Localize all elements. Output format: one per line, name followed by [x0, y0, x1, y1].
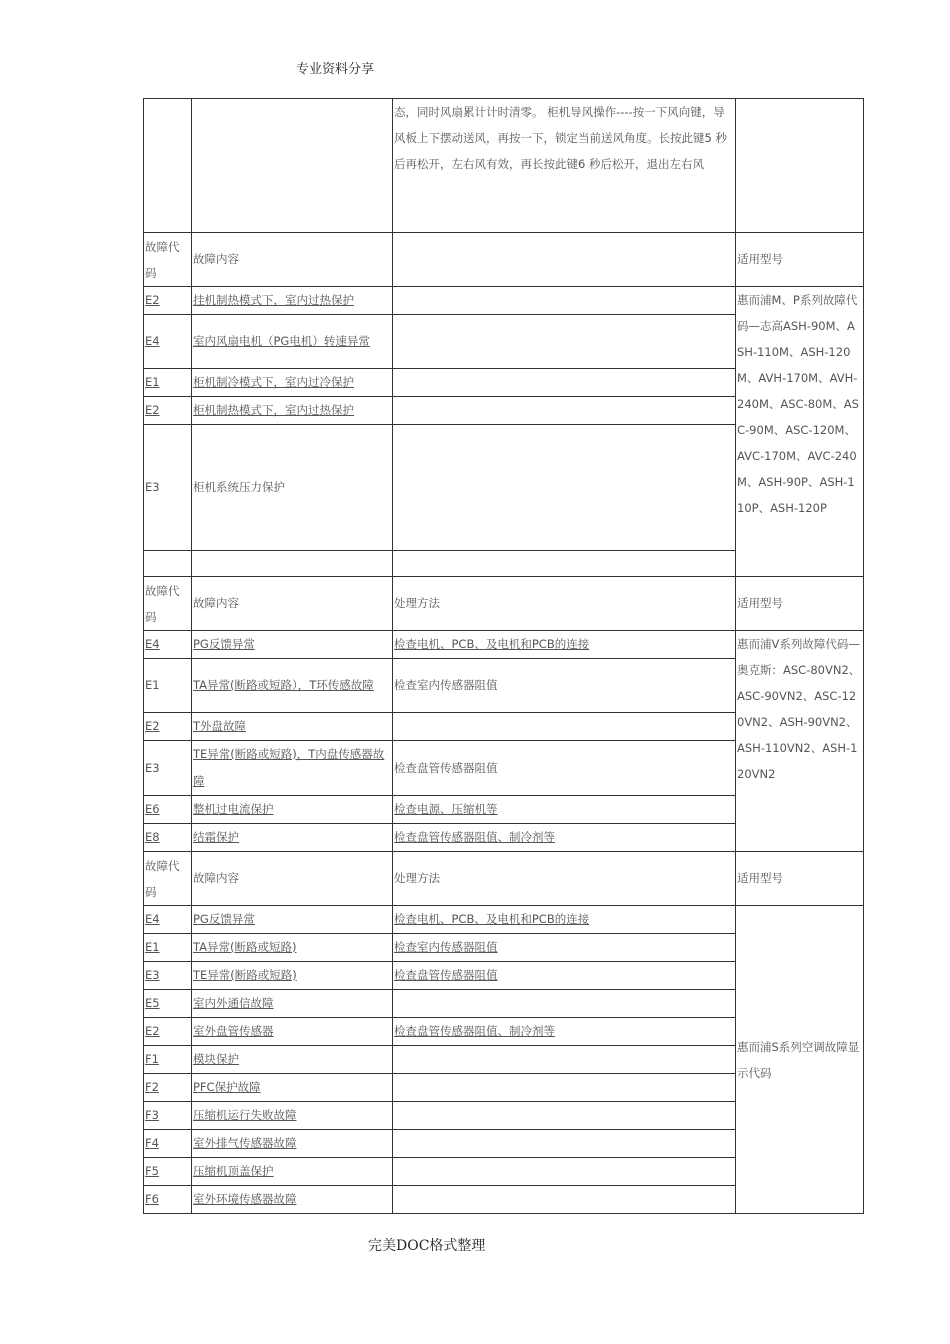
fault-code: E2 — [144, 713, 192, 741]
col-method-header: 处理方法 — [393, 577, 736, 631]
fault-code: F3 — [144, 1102, 192, 1130]
fault-code: E5 — [144, 990, 192, 1018]
section-v-header — [144, 577, 864, 631]
fault-code: E3 — [144, 962, 192, 990]
section-s-header — [144, 852, 864, 906]
section-mp-header — [144, 233, 864, 287]
intro-row — [144, 99, 864, 233]
fault-method: 检查电机、PCB、及电机和PCB的连接 — [393, 631, 736, 659]
fault-code: E3 — [144, 425, 192, 551]
fault-content: 室外排气传感器故障 — [192, 1130, 393, 1158]
fault-content: 室外盘管传感器 — [192, 1018, 393, 1046]
fault-content: 柜机系统压力保护 — [192, 425, 393, 551]
fault-method — [393, 1074, 736, 1102]
fault-code: E6 — [144, 796, 192, 824]
fault-code: F2 — [144, 1074, 192, 1102]
col-content-header: 故障内容 — [192, 577, 393, 631]
intro-text: 态，同时风扇累计计时清零。 柜机导风操作----按一下风向键，导风板上下摆动送风，再按一下，锁定当前送风角度。长按此键5 秒后再松开，左右风有效，再长按此键6 秒后松开，退出左右风 — [393, 99, 736, 233]
fault-method — [393, 1130, 736, 1158]
fault-content: 压缩机运行失败故障 — [192, 1102, 393, 1130]
fault-code: E4 — [144, 315, 192, 369]
fault-method: 检查盘管传感器阻值 — [393, 741, 736, 796]
fault-code: E1 — [144, 659, 192, 713]
model-text: 惠而浦M、P系列故障代码—志高ASH-90M、ASH-110M、ASH-120M、AVH-170M、AVH-240M、ASC-80M、ASC-90M、ASC-120M、AVC-170M、AVC-240M、ASH-90P、ASH-110P、ASH-120P — [736, 287, 864, 577]
fault-method — [393, 1158, 736, 1186]
fault-content: 柜机制冷模式下，室内过冷保护 — [192, 369, 393, 397]
fault-content: TA异常(断路或短路) — [192, 934, 393, 962]
fault-method: 检查盘管传感器阻值 — [393, 962, 736, 990]
fault-content: 整机过电流保护 — [192, 796, 393, 824]
fault-content: 柜机制热模式下，室内过热保护 — [192, 397, 393, 425]
fault-content: 室内风扇电机（PG电机）转速异常 — [192, 315, 393, 369]
fault-content: TE异常(断路或短路)，T内盘传感器故障 — [192, 741, 393, 796]
fault-method — [393, 1186, 736, 1214]
col-code-header: 故障代码 — [144, 577, 192, 631]
fault-code: F1 — [144, 1046, 192, 1074]
fault-content: 室内外通信故障 — [192, 990, 393, 1018]
fault-content: TE异常(断路或短路) — [192, 962, 393, 990]
fault-code: F6 — [144, 1186, 192, 1214]
col-model-header: 适用型号 — [736, 852, 864, 906]
fault-code: E1 — [144, 369, 192, 397]
page-header: 专业资料分享 — [296, 62, 375, 77]
col-code-header: 故障代码 — [144, 233, 192, 287]
fault-method: 检查室内传感器阻值 — [393, 659, 736, 713]
page-footer: 完美DOC格式整理 — [368, 1238, 486, 1254]
fault-code: E2 — [144, 287, 192, 315]
col-method-header: 处理方法 — [393, 852, 736, 906]
fault-content: 结霜保护 — [192, 824, 393, 852]
fault-method: 检查盘管传感器阻值、制冷剂等 — [393, 1018, 736, 1046]
fault-content: 室外环境传感器故障 — [192, 1186, 393, 1214]
col-content-header: 故障内容 — [192, 852, 393, 906]
fault-content: T外盘故障 — [192, 713, 393, 741]
fault-code: E2 — [144, 1018, 192, 1046]
table-row — [144, 631, 864, 659]
table-row — [144, 906, 864, 934]
fault-content: TA异常(断路或短路），T环传感故障 — [192, 659, 393, 713]
fault-content: 压缩机顶盖保护 — [192, 1158, 393, 1186]
fault-method — [393, 713, 736, 741]
col-model-header: 适用型号 — [736, 233, 864, 287]
fault-code: E8 — [144, 824, 192, 852]
fault-content: PG反馈异常 — [192, 906, 393, 934]
fault-content: PFC保护故障 — [192, 1074, 393, 1102]
fault-code: E4 — [144, 906, 192, 934]
fault-code: E2 — [144, 397, 192, 425]
fault-method: 检查室内传感器阻值 — [393, 934, 736, 962]
fault-code: F4 — [144, 1130, 192, 1158]
model-text: 惠而浦S系列空调故障显示代码 — [736, 906, 864, 1214]
fault-method — [393, 1102, 736, 1130]
fault-code: E1 — [144, 934, 192, 962]
fault-content: 挂机制热模式下，室内过热保护 — [192, 287, 393, 315]
col-model-header: 适用型号 — [736, 577, 864, 631]
fault-code: E3 — [144, 741, 192, 796]
col-code-header: 故障代码 — [144, 852, 192, 906]
fault-method: 检查电源、压缩机等 — [393, 796, 736, 824]
table-row — [144, 287, 864, 315]
fault-content: PG反馈异常 — [192, 631, 393, 659]
fault-method: 检查电机、PCB、及电机和PCB的连接 — [393, 906, 736, 934]
fault-method: 检查盘管传感器阻值、制冷剂等 — [393, 824, 736, 852]
fault-method — [393, 1046, 736, 1074]
fault-code: E4 — [144, 631, 192, 659]
col-content-header: 故障内容 — [192, 233, 393, 287]
model-text: 惠而浦V系列故障代码—奥克斯：ASC-80VN2、ASC-90VN2、ASC-120VN2、ASH-90VN2、ASH-110VN2、ASH-120VN2 — [736, 631, 864, 852]
fault-code: F5 — [144, 1158, 192, 1186]
fault-content: 模块保护 — [192, 1046, 393, 1074]
fault-method — [393, 990, 736, 1018]
fault-code-table — [143, 98, 864, 1214]
